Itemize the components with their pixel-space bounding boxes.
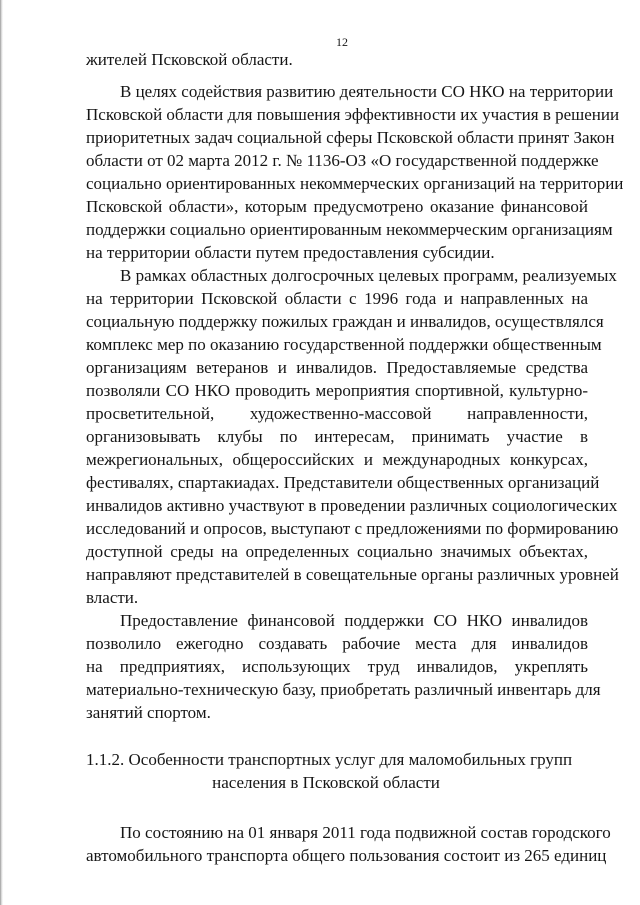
text-line: межрегиональных, общероссийских и международных конкурсах, — [86, 450, 588, 469]
scan-edge — [0, 0, 3, 905]
section-heading: 1.1.2. Особенности транспортных услуг для маломобильных групп — [86, 750, 573, 769]
text-line: власти. — [86, 588, 139, 607]
page-number: 12 — [336, 35, 348, 49]
text-line: социально ориентированных некоммерческих организаций на территории — [86, 174, 624, 193]
text-line: исследований и опросов, выступают с предложениями по формированию — [86, 519, 619, 538]
text-line: В рамках областных долгосрочных целевых программ, реализуемых — [120, 266, 617, 285]
text-line: просветительной, художественно-массовой направленности, — [86, 404, 588, 423]
section-heading: населения в Псковской области — [212, 773, 440, 792]
text-line: на территории области путем предоставления субсидии. — [86, 243, 495, 262]
text-line: организовывать клубы по интересам, принимать участие в — [86, 427, 588, 446]
text-line: доступной среды на определенных социально значимых объектах, — [86, 542, 588, 561]
text-line: В целях содействия развитию деятельности СО НКО на территории — [120, 82, 614, 101]
text-line: на территории Псковской области с 1996 года и направленных на — [86, 289, 588, 308]
text-line: комплекс мер по оказанию государственной поддержки общественным — [86, 335, 602, 354]
text-line: позволило ежегодно создавать рабочие места для инвалидов — [86, 634, 588, 653]
text-line: направляют представителей в совещательные органы различных уровней — [86, 565, 619, 584]
text-line: социальную поддержку пожилых граждан и инвалидов, осуществлялся — [86, 312, 604, 331]
text-line: организациям ветеранов и инвалидов. Предоставляемые средства — [86, 358, 588, 377]
text-line: приоритетных задач социальной сферы Псковской области принят Закон — [86, 128, 615, 147]
text-line: По состоянию на 01 января 2011 года подвижной состав городского — [120, 823, 611, 842]
text-line: Псковской области для повышения эффективности их участия в решении — [86, 105, 620, 124]
text-line: позволяли СО НКО проводить мероприятия спортивной, культурно- — [86, 381, 588, 400]
text-line: области от 02 марта 2012 г. № 1136-ОЗ «О государственной поддержке — [86, 151, 599, 170]
text-line: жителей Псковской области. — [86, 50, 293, 69]
text-line: Предоставление финансовой поддержки СО НКО инвалидов — [120, 611, 588, 630]
text-line: занятий спортом. — [86, 703, 211, 722]
text-line: Псковской области», которым предусмотрено оказание финансовой — [86, 197, 588, 216]
text-line: автомобильного транспорта общего пользования состоит из 265 единиц — [86, 846, 607, 865]
text-line: инвалидов активно участвуют в проведении различных социологических — [86, 496, 618, 515]
text-line: на предприятиях, использующих труд инвалидов, укреплять — [86, 657, 588, 676]
text-line: фестивалях, спартакиадах. Представители общественных организаций — [86, 473, 600, 492]
text-line: материально-техническую базу, приобретать различный инвентарь для — [86, 680, 601, 699]
text-line: поддержки социально ориентированным некоммерческим организациям — [86, 220, 613, 239]
